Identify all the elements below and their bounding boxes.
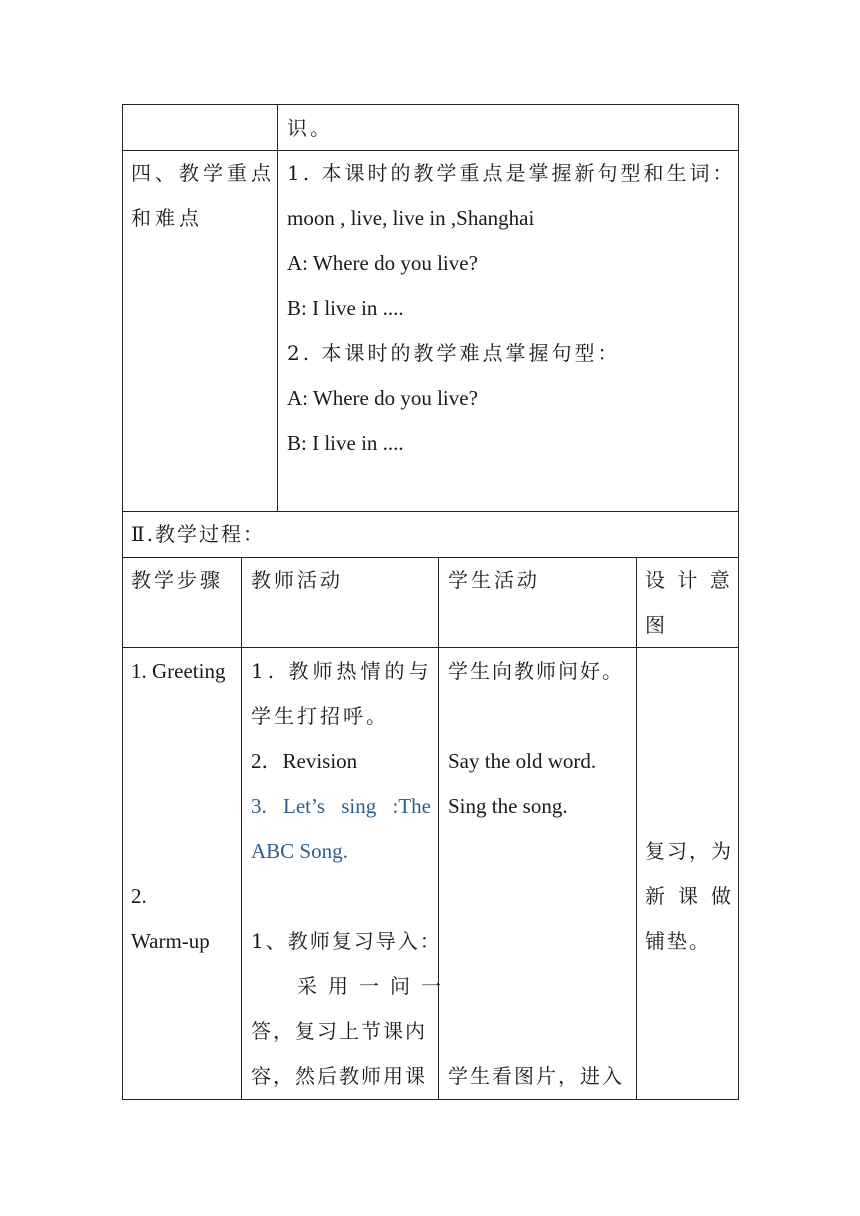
focus-line: 1. 本课时的教学重点是掌握新句型和生词： [287, 161, 736, 185]
teacher-activity: 答，复习上节课内 [251, 1019, 427, 1043]
focus-line: A: Where do you live? [287, 251, 478, 275]
header-teacher: 教师活动 [251, 568, 343, 592]
focus-line: B: I live in .... [287, 296, 404, 320]
table-border [738, 104, 739, 512]
teacher-activity: 1、教师复习导入： [251, 929, 442, 953]
table-border [636, 557, 637, 1100]
teacher-activity: 采用一问一 [297, 974, 452, 998]
focus-line: moon , live, live in ,Shanghai [287, 206, 535, 230]
table-border [438, 557, 439, 1100]
student-activity: Say the old word. [448, 749, 597, 773]
table-border [122, 511, 123, 558]
step-label: 2. [131, 884, 147, 908]
step-label: Warm-up [131, 929, 210, 953]
table-border [122, 104, 739, 105]
teacher-activity: 学生打招呼。 [251, 704, 389, 728]
step-label: 1. Greeting [131, 659, 226, 683]
header-step: 教学步骤 [131, 568, 223, 592]
table-border [738, 511, 739, 558]
focus-line: A: Where do you live? [287, 386, 478, 410]
table-border [122, 104, 123, 512]
table-border [122, 557, 123, 1100]
table-border [241, 557, 242, 1100]
design-intent: 新课做 [645, 884, 744, 908]
student-activity: Sing the song. [448, 794, 568, 818]
teacher-activity: 3. Let’s sing :The [251, 794, 431, 818]
student-activity: 学生向教师问好。 [448, 659, 624, 683]
student-activity: 学生看图片，进入 [448, 1064, 624, 1088]
header-student: 学生活动 [448, 568, 540, 592]
focus-line: 2. 本课时的教学难点掌握句型： [287, 341, 621, 365]
design-intent: 铺垫。 [645, 929, 711, 953]
row-label: 四、教学重点 [131, 161, 275, 185]
table-border [738, 557, 739, 1100]
row-label: 和难点 [131, 206, 203, 230]
teacher-activity: 2．Revision [251, 749, 358, 773]
design-intent: 复习，为 [645, 839, 733, 863]
header-design: 图 [645, 613, 668, 637]
teacher-activity: ABC Song. [251, 839, 348, 863]
header-design: 设 计 意 [645, 568, 733, 592]
table-border [277, 104, 278, 512]
teacher-activity: 1. 教师热情的与 [251, 659, 433, 683]
teacher-activity: 容，然后教师用课 [251, 1064, 427, 1088]
table-cell-text: 识。 [287, 116, 333, 140]
table-border [122, 1099, 739, 1100]
focus-line: B: I live in .... [287, 431, 404, 455]
section-title: Ⅱ.教学过程： [131, 522, 265, 546]
